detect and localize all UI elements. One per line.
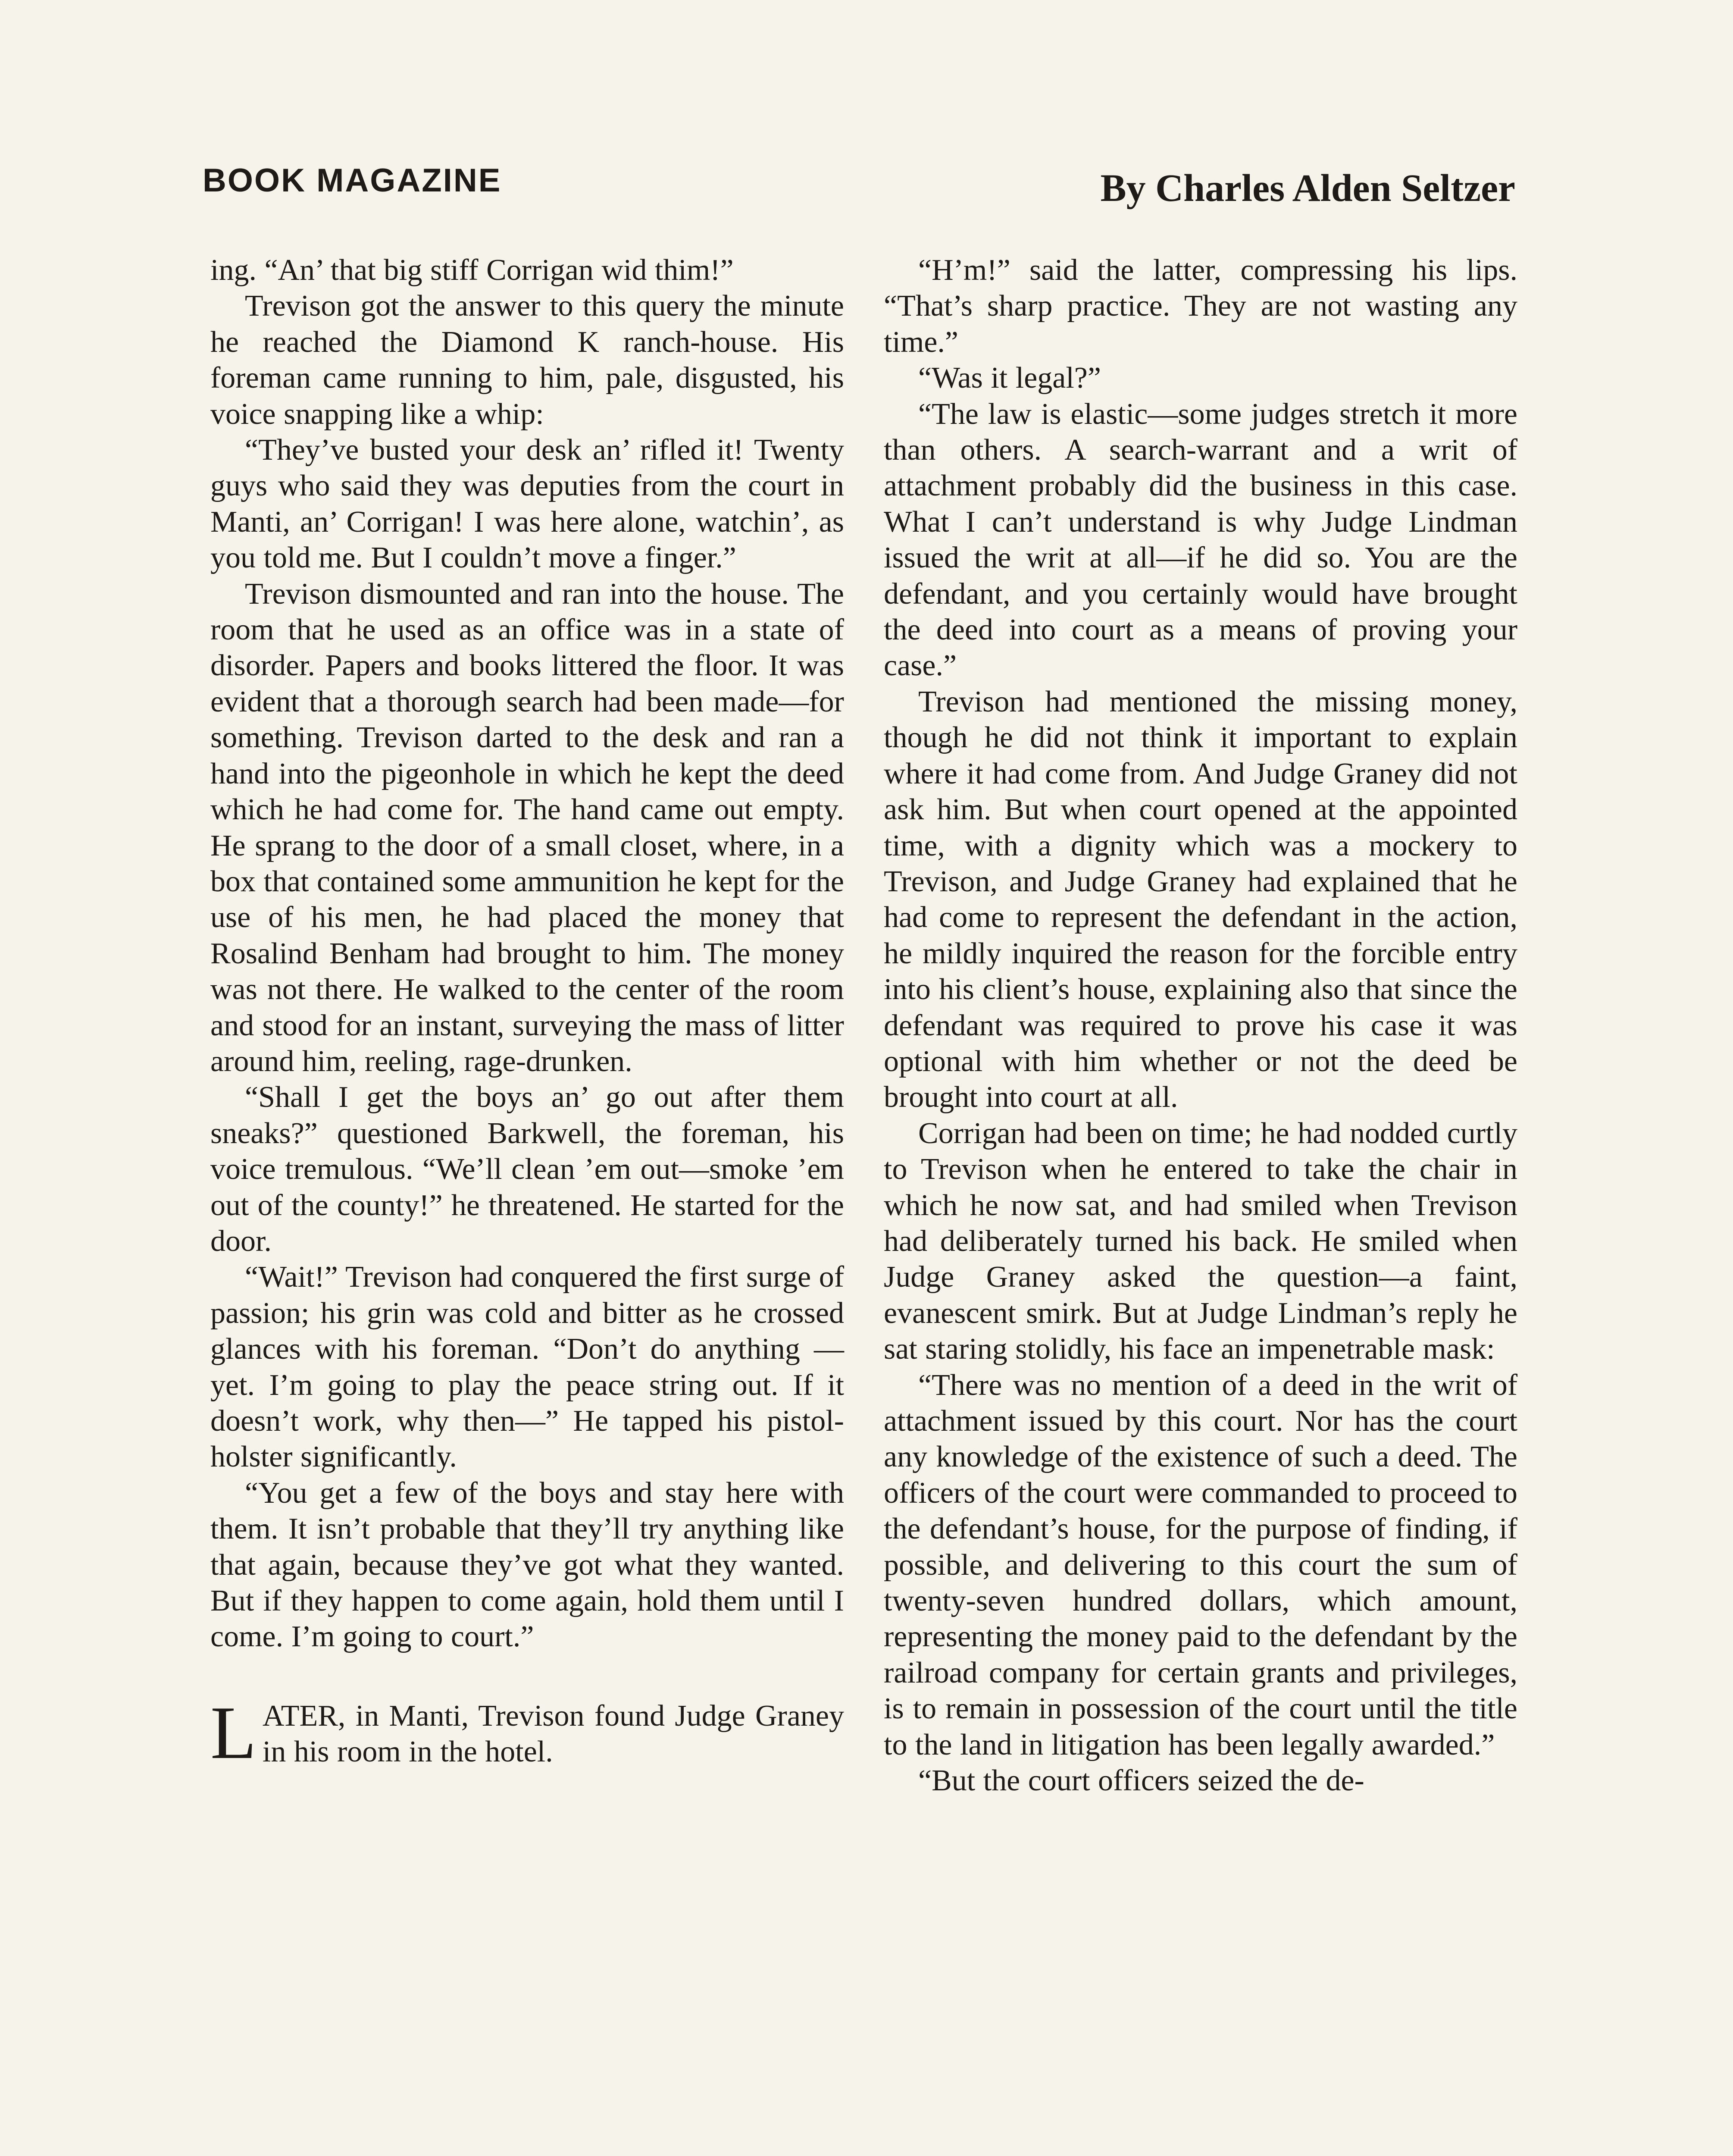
paragraph: “You get a few of the boys and stay here with them. It isn’t probable that they’ll try anything like that again, because they’ve got what they wanted. But if they happen to come again, hold them until I come. I’m going to court.” [210, 1476, 844, 1654]
author-byline: By Charles Alden Seltzer [1100, 167, 1515, 210]
paragraph: “H’m!” said the latter, compressing his lips. “That’s sharp practice. They are not wasting any time.” [884, 254, 1517, 359]
drop-cap: L [210, 1690, 257, 1774]
section-opening-paragraph [210, 1690, 844, 1774]
paragraph: “But the court officers seized the de- [918, 1764, 1364, 1798]
right-column [884, 252, 1517, 1799]
paragraph: Trevison dismounted and ran into the house. The room that he used as an office was in a state of disorder. Papers and books littered the floor. It was evident that a thorough search had been made—for something. Trevison darted to the desk and ran a hand into the pigeonhole in which he kept the deed which he had come for. The hand came out empty. He sprang to the door of a small closet, where, in a box that contained some ammunition he kept for the use of his men, he had placed the money that Rosalind Benham had brought to him. The money was not there. He walked to the center of the room and stood for an instant, surveying the mass of litter around him, reeling, rage-drunken. [210, 577, 844, 1078]
paragraph: “The law is elastic—some judges stretch it more than others. A search-warrant and a writ of attachment probably did the business in this case. What I can’t understand is why Judge Lindman issued the writ at all—if he did so. You are the defendant, and you certainly would have brought the deed into court as a means of proving your case.” [884, 397, 1517, 683]
paragraph: ing. “An’ that big stiff Corrigan wid thim!” [210, 254, 734, 287]
paragraph: Trevison had mentioned the missing money, though he did not think it important to explain where it had come from. And Judge Graney did not ask him. But when court opened at the appointed time, with a dignity which was a mockery to Trevison, and Judge Graney had explained that he had come to represent the defendant in the action, he mildly inquired the reason for the forcible entry into his client’s house, explaining also that since the defendant was required to prove his case it was optional with him whether or not the deed be brought into court at all. [884, 685, 1517, 1114]
paragraph: “They’ve busted your desk an’ rifled it! Twenty guys who said they was deputies from the court in Manti, an’ Corrigan! I was here alone, watchin’, as you told me. But I couldn’t move a finger.” [210, 433, 844, 575]
magazine-title: BOOK MAGAZINE [203, 162, 502, 199]
paragraph: Trevison got the answer to this query the minute he reached the Diamond K ranch-house. His foreman came running to him, pale, disgusted, his voice snapping like a whip: [210, 289, 844, 431]
paragraph: “Shall I get the boys an’ go out after them sneaks?” questioned Barkwell, the foreman, his voice tremulous. “We’ll clean ’em out—smoke ’em out of the county!” he threatened. He started for the door. [210, 1081, 844, 1258]
paragraph: “Wait!” Trevison had conquered the first surge of passion; his grin was cold and bitter as he crossed glances with his foreman. “Don’t do anything —yet. I’m going to play the peace string out. If it doesn’t work, why then—” He tapped his pistol-holster significantly. [210, 1260, 845, 1474]
paragraph: “Was it legal?” [918, 361, 1101, 395]
left-column [210, 252, 845, 1774]
paragraph: “There was no mention of a deed in the writ of attachment issued by this court. Nor has the court any knowledge of the existence of such a deed. The officers of the court were commanded to proceed to the defendant’s house, for the purpose of finding, if possible, and delivering to this court the sum of twenty-seven hundred dollars, which amount, representing the money paid to the defendant by the railroad company for certain grants and privileges, is to remain in possession of the court until the title to the land in litigation has been legally awarded.” [884, 1368, 1517, 1761]
paragraph: Corrigan had been on time; he had nodded curtly to Trevison when he entered to take the chair in which he now sat, and had smiled when Trevison had deliberately turned his back. He smiled when Judge Graney asked the question—a faint, evanescent smirk. But at Judge Lindman’s reply he sat staring stolidly, his face an impenetrable mask: [884, 1116, 1517, 1366]
section-opening-text: ATER, in Manti, Trevison found Judge Graney in his room in the hotel. [262, 1699, 844, 1769]
